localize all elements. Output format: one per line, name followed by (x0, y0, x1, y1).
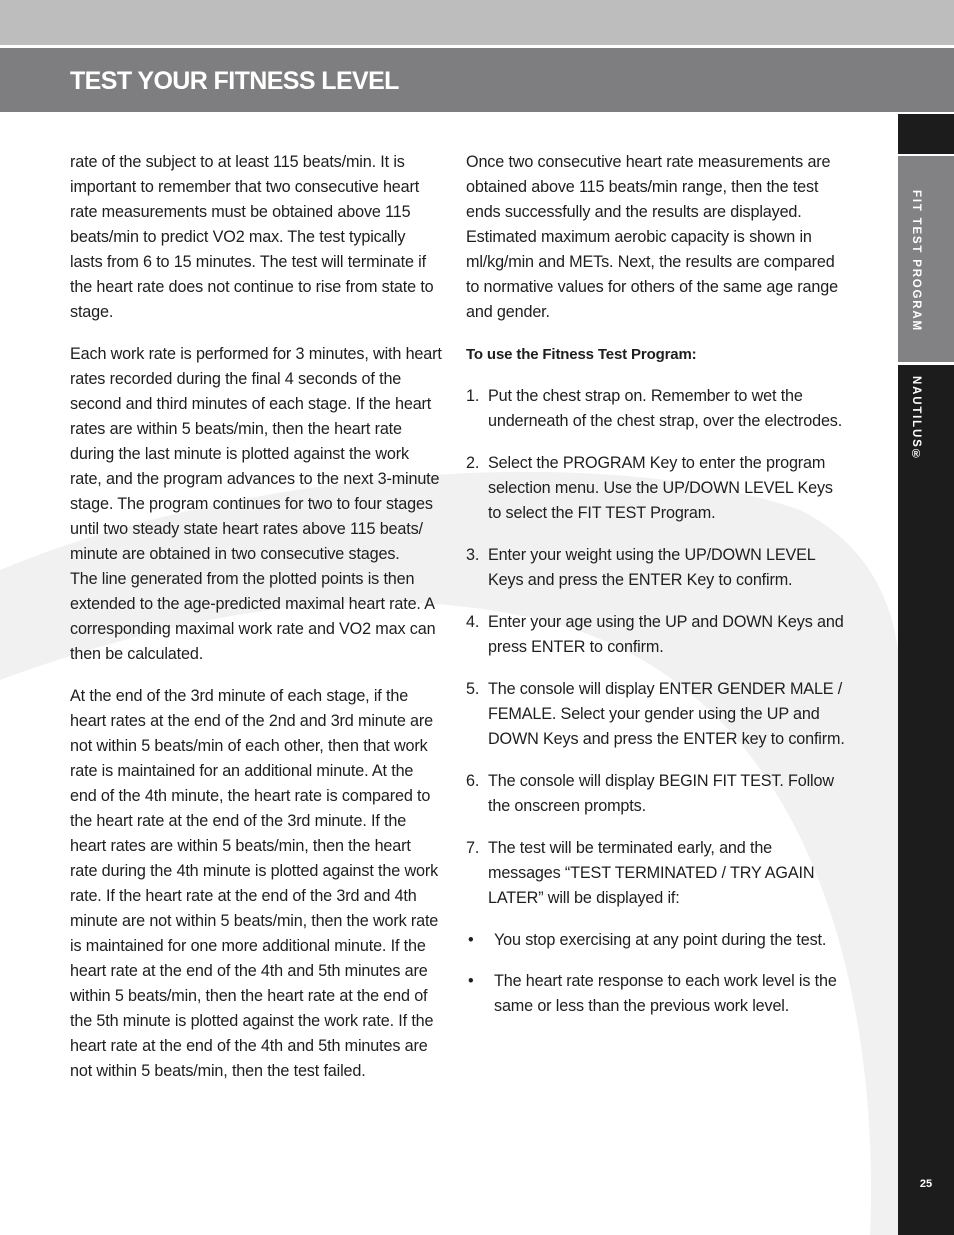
step-item (466, 769, 846, 819)
body-paragraph-2: Each work rate is performed for 3 minutes, with heart rates recorded during the final 4 seconds of the second and third minutes of each stage. If the heart rates are within 5 beats/min, then the heart rate during the last minute is plotted against the work rate, and the program advances to the next 3-minute stage. The program continues for two to four stages until two steady state heart rates above 115 beats/ minute are obtained in two consecutive stages. (70, 345, 442, 563)
step-text: Put the chest strap on. Remember to wet the underneath of the chest strap, over the electrodes. (488, 387, 843, 430)
condition-item (466, 928, 846, 953)
bullet-icon: • (468, 931, 474, 949)
step-item (466, 543, 846, 593)
step-text: The test will be terminated early, and the messages “TEST TERMINATED / TRY AGAIN LATER” will be displayed if: (488, 839, 815, 907)
condition-item (466, 969, 846, 1019)
conditions-list (466, 928, 846, 1019)
steps-list (466, 384, 846, 911)
step-text: The console will display ENTER GENDER MALE / FEMALE. Select your gender using the UP and DOWN Keys and press the ENTER key to confirm. (488, 680, 845, 748)
step-text: Select the PROGRAM Key to enter the program selection menu. Use the UP/DOWN LEVEL Keys to select the FIT TEST Program. (488, 454, 833, 522)
section-subheading: To use the Fitness Test Program: (466, 346, 697, 363)
sidebar-brand-label: NAUTILUS® (910, 376, 922, 463)
step-item (466, 836, 846, 911)
step-number: 6. (466, 772, 480, 790)
step-text: Enter your age using the UP and DOWN Keys and press ENTER to confirm. (488, 613, 844, 656)
step-text: The console will display BEGIN FIT TEST. Follow the onscreen prompts. (488, 772, 834, 815)
step-item (466, 384, 846, 434)
condition-text: You stop exercising at any point during the test. (494, 931, 827, 949)
step-number: 1. (466, 387, 480, 405)
step-item (466, 677, 846, 752)
title-bar (0, 48, 954, 112)
body-paragraph-3: The line generated from the plotted points is then extended to the age-predicted maximal heart rate. A corresponding maximal work rate and VO2 max can then be calculated. (70, 570, 436, 663)
step-number: 5. (466, 680, 480, 698)
step-number: 4. (466, 613, 480, 631)
intro-paragraph: Once two consecutive heart rate measurements are obtained above 115 beats/min range, then the test ends successfully and the results are displayed. Estimated maximum aerobic capacity is shown in ml/kg/min and METs. Next, the results are compared to normative values for others of the same age range and gender. (466, 153, 838, 321)
condition-text: The heart rate response to each work level is the same or less than the previous work level. (494, 972, 837, 1015)
page-title: TEST YOUR FITNESS LEVEL (70, 67, 399, 95)
step-item (466, 610, 846, 660)
bullet-icon: • (468, 972, 474, 990)
sidebar-section-label: FIT TEST PROGRAM (910, 190, 922, 332)
step-number: 3. (466, 546, 480, 564)
top-decorative-strip (0, 0, 954, 45)
step-number: 2. (466, 454, 480, 472)
left-column (70, 150, 442, 1101)
step-text: Enter your weight using the UP/DOWN LEVEL Keys and press the ENTER Key to confirm. (488, 546, 816, 589)
step-item (466, 451, 846, 526)
body-paragraph-4: At the end of the 3rd minute of each stage, if the heart rates at the end of the 2nd and 3rd minute are not within 5 beats/min of each other, then that work rate is maintained for an additional minute. At the end of the 4th minute, the heart rate is compared to the heart rate at the end of the 3rd minute. If the heart rates are within 5 beats/min, then the heart rate during the 4th minute is plotted against the work rate. If the heart rate at the end of the 3rd and 4th minute are not within 5 beats/min, then the work rate is maintained for one more additional minute. If the heart rate at the end of the 4th and 5th minutes are within 5 beats/min, then the heart rate at the end of the 5th minute is plotted against the work rate. If the heart rate at the end of the 4th and 5th minutes are not within 5 beats/min, then the test failed. (70, 687, 439, 1080)
sidebar-section-tab (898, 156, 954, 362)
body-paragraph-1: rate of the subject to at least 115 beats/min. It is important to remember that two consecutive heart rate measurements must be obtained above 115 beats/min to predict VO2 max. The test typically lasts from 6 to 15 minutes. The test will terminate if the heart rate does not continue to rise from state to stage. (70, 153, 434, 321)
step-number: 7. (466, 839, 480, 857)
sidebar-top-tab (898, 114, 954, 154)
sidebar-brand-tab (898, 365, 954, 1235)
right-column (466, 150, 846, 1035)
page-number: 25 (919, 1178, 933, 1190)
